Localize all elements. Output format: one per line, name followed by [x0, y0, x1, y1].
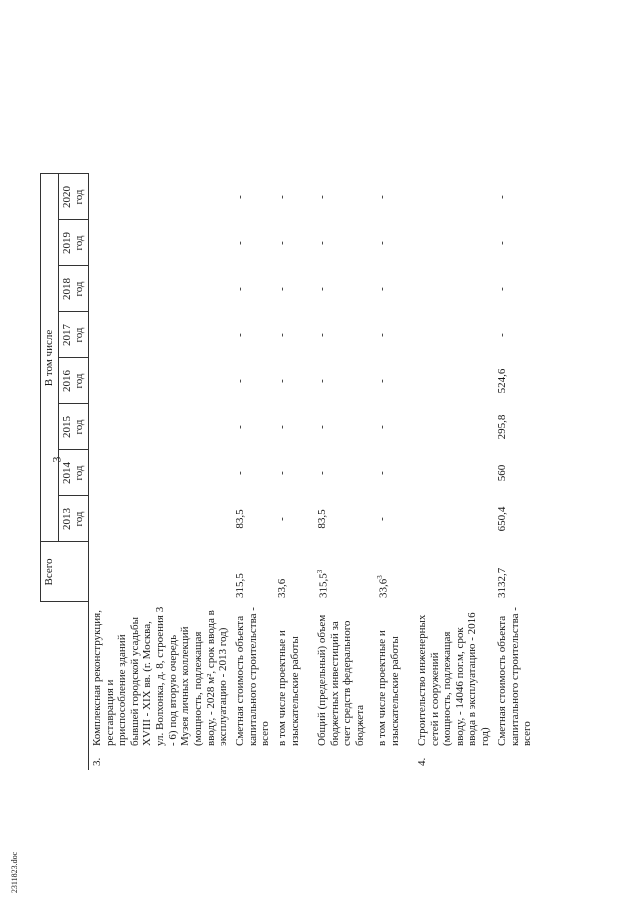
- row-value: 295,8: [495, 414, 508, 440]
- row-description: Строительство инженерных сетей и сооружений (мощность, подлежащая вводу, - 14046 пог.м, срок ввода в эксплуатацию - 2016 год): [415, 612, 492, 746]
- row-value: [414, 358, 494, 404]
- row-value: [88, 174, 232, 220]
- table-row: [232, 174, 274, 770]
- row-value: -: [233, 287, 246, 291]
- footnote-mark: 3: [315, 569, 324, 574]
- row-number: [374, 750, 414, 770]
- row-value: [414, 266, 494, 312]
- row-description: Сметная стоимость объекта капитального строительства - всего: [495, 607, 534, 746]
- row-value: -: [275, 517, 288, 521]
- row-value: -: [375, 333, 388, 337]
- table-row: [494, 174, 536, 770]
- row-value: 83,5: [315, 509, 328, 529]
- row-value: -: [375, 517, 388, 521]
- row-description: Сметная стоимость объекта капитального строительства - всего: [233, 607, 272, 746]
- page-number: 3: [49, 456, 64, 463]
- row-value: -: [233, 379, 246, 383]
- row-value: -: [375, 195, 388, 199]
- row-number: [314, 750, 374, 770]
- file-label: 2311823.doc: [10, 851, 20, 894]
- row-value: -: [495, 241, 508, 245]
- row-value: [88, 312, 232, 358]
- table-row: [314, 174, 374, 770]
- row-value: -: [275, 379, 288, 383]
- row-value: -: [315, 425, 328, 429]
- row-total: [314, 542, 374, 602]
- row-value: [88, 220, 232, 266]
- row-value: -: [495, 195, 508, 199]
- header-year: 2016 год: [58, 358, 88, 404]
- footnote-mark: 3: [375, 575, 384, 579]
- row-value: 560: [495, 464, 508, 482]
- row-value: 83,5: [233, 509, 246, 529]
- row-total: [414, 542, 494, 602]
- row-description: Общий (предельный) объем бюджетных инвестиций за счет средств федерального бюджета: [315, 614, 366, 746]
- row-value: [88, 404, 232, 450]
- row-value: [414, 220, 494, 266]
- row-value: -: [375, 379, 388, 383]
- row-value: -: [495, 333, 508, 337]
- row-value: [88, 496, 232, 542]
- financing-table: [40, 174, 536, 771]
- row-value: [88, 450, 232, 496]
- row-value: [414, 312, 494, 358]
- row-value: -: [275, 241, 288, 245]
- table-row: [274, 174, 314, 770]
- row-value: -: [375, 287, 388, 291]
- header-year: 2017 год: [58, 312, 88, 358]
- row-total: [374, 542, 414, 602]
- row-value: -: [233, 333, 246, 337]
- row-value: -: [315, 379, 328, 383]
- header-row-top: [41, 174, 59, 770]
- row-description: в том числе проектные и изыскательские работы: [275, 630, 301, 746]
- row-number: [232, 750, 274, 770]
- row-value: -: [275, 333, 288, 337]
- row-value: [414, 450, 494, 496]
- header-year: 2020 год: [58, 174, 88, 220]
- header-total: Всего: [41, 542, 89, 602]
- row-description: Комплексная реконструкция, реставрация и приспособление зданий бывшей городской усадьбы XVIII - XIX вв. (г. Москва, ул. Волхонка, д. 8, строения 3 - 6) под вторую очередь Музея личных коллекций (мощность, подлежащая вводу, - 2028 м², срок ввода в эксплуатацию - 2013 год): [90, 606, 230, 746]
- row-total: 3132,7: [495, 567, 508, 598]
- row-value: -: [315, 287, 328, 291]
- row-value: -: [275, 287, 288, 291]
- row-value: -: [375, 425, 388, 429]
- row-value: -: [233, 425, 246, 429]
- row-value: [414, 496, 494, 542]
- row-number: [494, 750, 536, 770]
- table-row: [88, 174, 232, 770]
- row-value: -: [275, 425, 288, 429]
- row-value: 650,4: [495, 506, 508, 532]
- row-number: [274, 750, 314, 770]
- row-total: 33,6: [275, 578, 288, 598]
- row-value: [88, 358, 232, 404]
- row-description: в том числе проектные и изыскательские работы: [375, 630, 401, 746]
- row-number: 3.: [90, 757, 103, 766]
- row-total: [88, 542, 232, 602]
- row-value: [414, 174, 494, 220]
- row-value: -: [233, 471, 246, 475]
- row-value: [88, 266, 232, 312]
- header-year: 2019 год: [58, 220, 88, 266]
- row-value: [414, 404, 494, 450]
- row-value: -: [375, 471, 388, 475]
- row-total: 315,5: [233, 573, 246, 598]
- row-value: -: [315, 471, 328, 475]
- header-year: 2018 год: [58, 266, 88, 312]
- row-value: 524,6: [495, 368, 508, 394]
- row-value: -: [315, 241, 328, 245]
- row-value: -: [233, 195, 246, 199]
- row-total-value: 33,6: [377, 578, 390, 598]
- header-year: 2013 год: [58, 496, 88, 542]
- table-row: [414, 174, 494, 770]
- header-year: 2014 год: [58, 450, 88, 496]
- row-value: -: [315, 333, 328, 337]
- row-value: -: [275, 195, 288, 199]
- row-number: 4.: [415, 757, 428, 766]
- header-including: В том числе: [41, 174, 59, 542]
- row-value: -: [233, 241, 246, 245]
- row-value: -: [275, 471, 288, 475]
- row-value: -: [495, 287, 508, 291]
- row-value: -: [375, 241, 388, 245]
- header-year: 2015 год: [58, 404, 88, 450]
- row-value: -: [315, 195, 328, 199]
- table-row: [374, 174, 414, 770]
- header-blank-cell: [41, 602, 89, 770]
- row-total-value: 315,5: [317, 573, 330, 598]
